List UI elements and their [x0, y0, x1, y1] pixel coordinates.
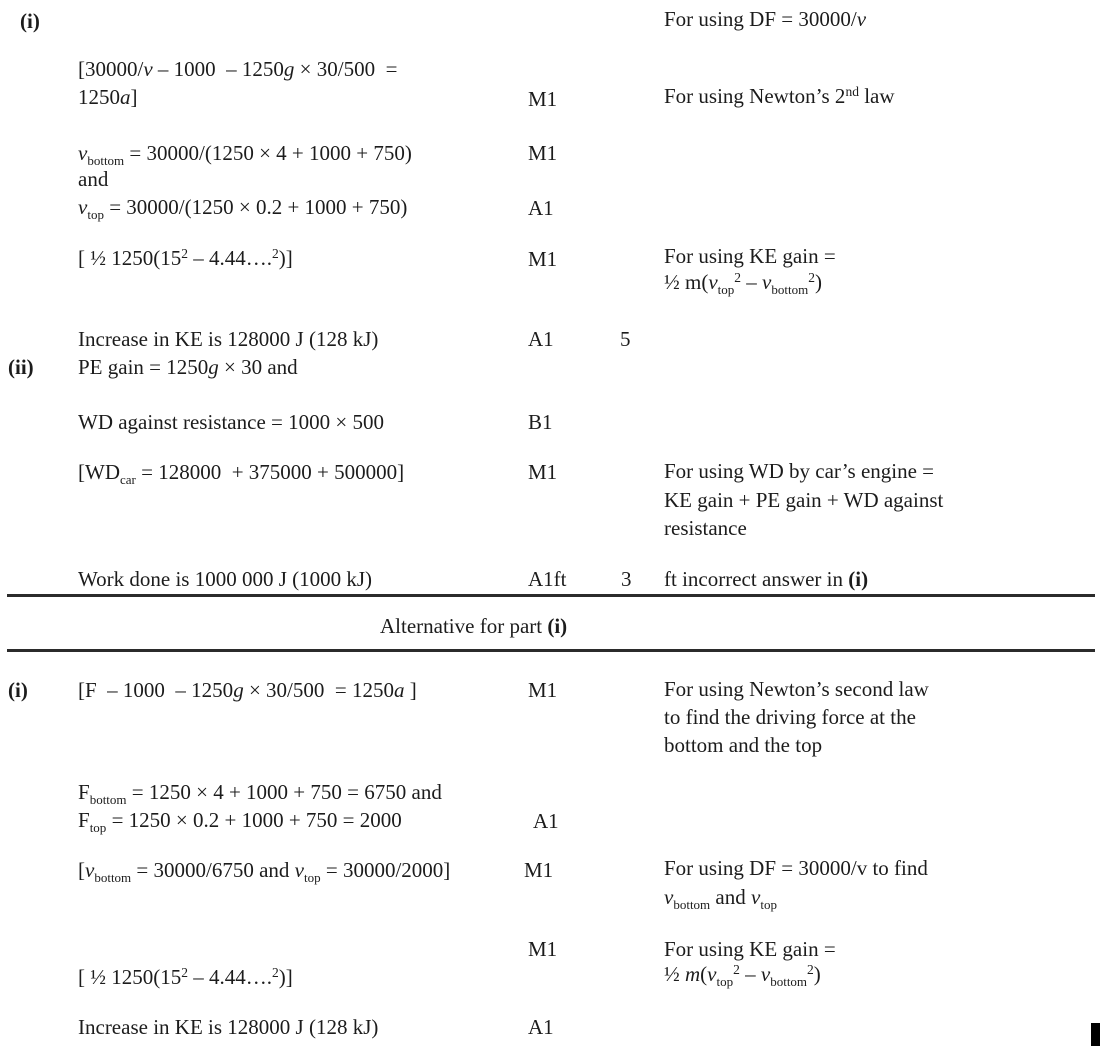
total-marks: 3	[621, 567, 632, 591]
comment-line: to find the driving force at the	[664, 705, 916, 729]
working-line: [ ½ $1250(15^2$ – 4.44….$^2$)]	[78, 246, 293, 270]
working-line: [ ½ $1250(15^2$ – 4.44….$^2$)]	[78, 965, 293, 989]
mark-code: A1	[533, 809, 559, 833]
working-line: $F_{bottom} = 1250 \times 4 + 1000 + 750 = 6750$ and	[78, 780, 442, 807]
corner-artifact	[1091, 1023, 1100, 1046]
divider-top	[7, 594, 1095, 597]
comment-line: ½ $m(v_{top}^2 - v_{bottom}^2)$	[664, 270, 822, 297]
mark-code: M1	[528, 937, 558, 961]
comment-line: bottom and the top	[664, 733, 823, 757]
comment-line: For using DF = 30000/v to find	[664, 856, 928, 880]
mark-code: M1	[528, 678, 558, 702]
working-line: and	[78, 167, 109, 191]
working-line: PE gain = 1250g × 30 and	[78, 355, 298, 379]
total-marks: 5	[620, 327, 631, 351]
working-line: [F – 1000 – 1250g × 30/500 = 1250a ]	[78, 678, 417, 702]
part-label-i-alt: (i)	[8, 678, 28, 702]
comment-line: For using KE gain =	[664, 244, 836, 268]
part-label-ii: (ii)	[8, 355, 34, 379]
working-line: 1250a]	[78, 85, 138, 109]
working-line: [30000/v – 1000 – 1250g × 30/500 =	[78, 57, 398, 81]
working-line: [$v_{bottom} = 30000/6750$ and $v_{top} = 30000/2000$]	[78, 858, 451, 885]
alternative-heading: Alternative for part (i)	[380, 614, 568, 638]
comment-line: For using WD by car’s engine =	[664, 459, 935, 483]
mark-code: A1ft	[528, 567, 567, 591]
comment-line: ½ $m(v_{top}^2 - v_{bottom}^2)$	[664, 962, 821, 989]
working-line: $v_{top} = 30000/(1250 \times 0.2 + 1000 + 750)$	[78, 195, 408, 222]
working-line: Work done is 1000 000 J (1000 kJ)	[78, 567, 373, 591]
comment-line: For using Newton’s 2nd law	[664, 84, 895, 108]
mark-code: M1	[528, 141, 558, 165]
mark-code: A1	[528, 196, 554, 220]
working-line: $[WD_{car} = 128000 + 375000 + 500000]$	[78, 460, 405, 487]
comment-line: For using Newton’s second law	[664, 677, 929, 701]
comment-line: ft incorrect answer in (i)	[664, 567, 869, 591]
mark-code: A1	[528, 1015, 554, 1039]
part-label-i: (i)	[20, 9, 40, 33]
comment-line: For using KE gain =	[664, 937, 836, 961]
mark-code: M1	[528, 460, 558, 484]
working-line: $F_{top} = 1250 \times 0.2 + 1000 + 750 = 2000$	[78, 808, 402, 835]
mark-code: M1	[528, 87, 558, 111]
comment-line: resistance	[664, 516, 747, 540]
mark-code: B1	[528, 410, 553, 434]
working-line: Increase in KE is 128000 J (128 kJ)	[78, 1015, 379, 1039]
mark-code: M1	[524, 858, 554, 882]
working-line: WD against resistance = 1000 × 500	[78, 410, 384, 434]
mark-code: A1	[528, 327, 554, 351]
working-line: $v_{bottom} = 30000/(1250 \times 4 + 1000 + 750)$	[78, 141, 412, 168]
divider-bottom	[7, 649, 1095, 652]
comment-line: For using DF = 30000/v	[664, 7, 867, 31]
mark-code: M1	[528, 247, 558, 271]
working-line: Increase in KE is 128000 J (128 kJ)	[78, 327, 379, 351]
comment-line: KE gain + PE gain + WD against	[664, 488, 944, 512]
comment-line: $v_{bottom}$ and $v_{top}$	[664, 885, 777, 912]
